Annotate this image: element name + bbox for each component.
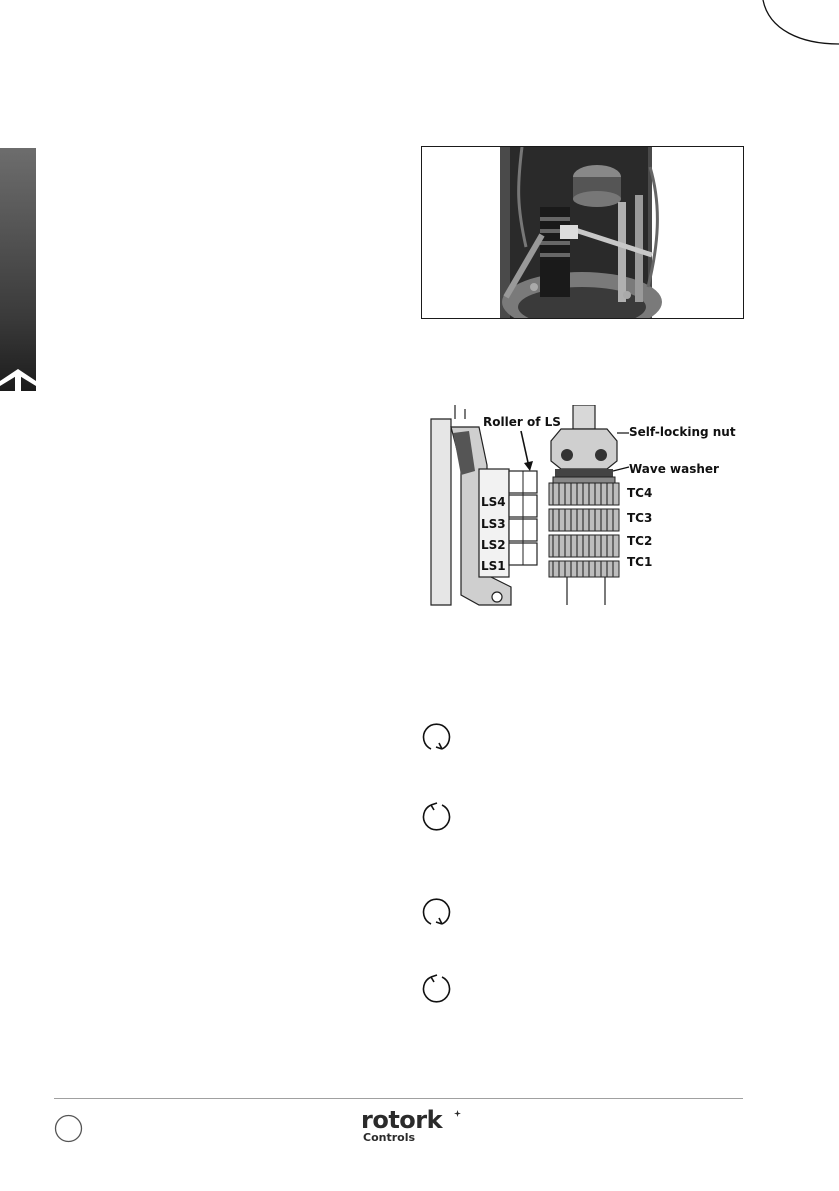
label-ls4: LS4: [481, 495, 506, 509]
footer-rule: [54, 1098, 743, 1099]
label-tc4: TC4: [627, 486, 653, 500]
side-section-tab: [0, 148, 36, 391]
clockwise-arrow-icon: [420, 896, 454, 930]
logo-star-icon: [454, 1110, 461, 1117]
label-roller-of-ls: Roller of LS: [483, 415, 561, 429]
actuator-photo: [421, 146, 744, 319]
logo-wordmark: rotork: [361, 1106, 443, 1134]
limit-switch-diagram: [421, 405, 751, 610]
label-tc1: TC1: [627, 555, 653, 569]
clockwise-arrow-icon: [420, 721, 454, 755]
label-tc3: TC3: [627, 511, 653, 525]
counterclockwise-arrow-icon: [420, 799, 454, 833]
label-tc2: TC2: [627, 534, 653, 548]
page-corner-curve: [761, 0, 839, 48]
label-wave-washer: Wave washer: [629, 462, 719, 476]
section-arrow-icon: [0, 361, 36, 391]
logo-subtitle: Controls: [363, 1131, 416, 1144]
label-self-locking-nut: Self-locking nut: [629, 425, 736, 439]
counterclockwise-arrow-icon: [420, 971, 454, 1005]
actuator-photo-image: [422, 147, 743, 318]
page-number-circle-icon: [54, 1114, 83, 1143]
diagram-drawing: [421, 405, 631, 610]
label-ls1: LS1: [481, 559, 506, 573]
rotork-logo: [361, 1108, 442, 1144]
label-ls3: LS3: [481, 517, 506, 531]
label-ls2: LS2: [481, 538, 506, 552]
